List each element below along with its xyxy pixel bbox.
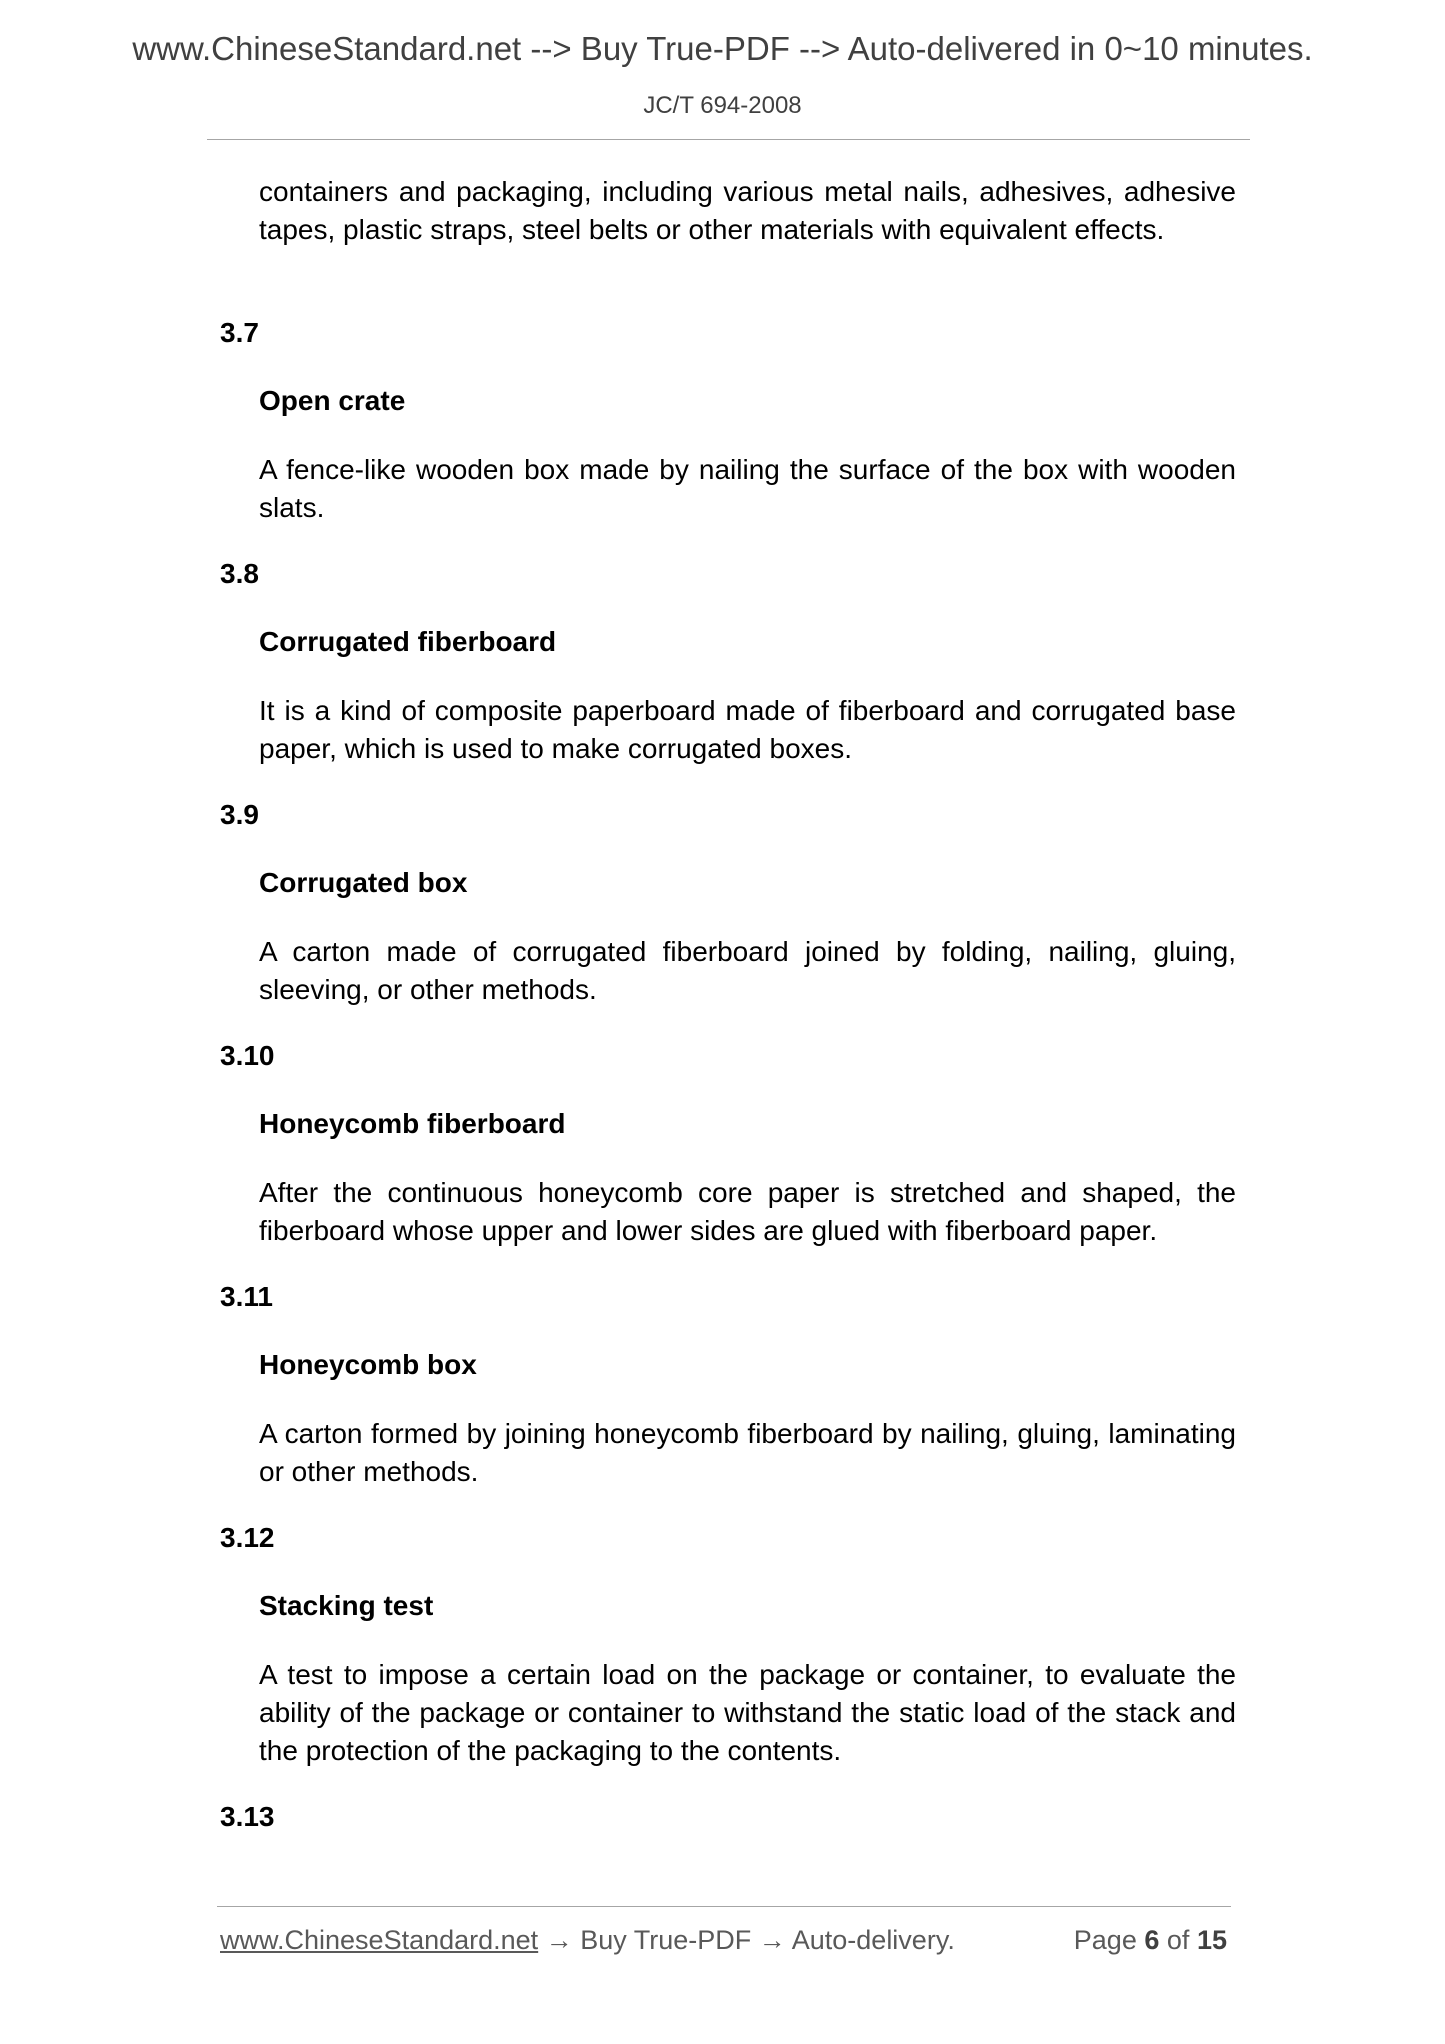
term-number-3-10: 3.10 xyxy=(220,1040,275,1071)
term-definition-honeycomb-fiberboard: After the continuous honeycomb core paper is stretched and shaped, the fiberboard whose upper and lower sides are glued with fiberboard paper. xyxy=(259,1177,1236,1246)
term-title-honeycomb-fiberboard: Honeycomb fiberboard xyxy=(259,1108,566,1139)
footer-site-link[interactable]: www.ChineseStandard.net xyxy=(220,1925,539,1955)
page-of-label: of xyxy=(1166,1925,1190,1955)
term-definition-stacking-test: A test to impose a certain load on the package or container, to evaluate the ability of the package or container to withstand the static load of the stack and the protection of the packaging to the contents. xyxy=(259,1659,1236,1766)
term-number-3-13: 3.13 xyxy=(220,1801,275,1832)
term-number-3-11: 3.11 xyxy=(220,1281,273,1312)
term-number-3-9: 3.9 xyxy=(220,799,259,830)
footer-tagline: → Buy True-PDF → Auto-delivery. xyxy=(538,1925,955,1955)
footer-divider xyxy=(217,1906,1231,1907)
page-label: Page xyxy=(1073,1925,1137,1955)
document-code: JC/T 694-2008 xyxy=(643,92,802,119)
page-total: 15 xyxy=(1196,1925,1227,1955)
term-title-stacking-test: Stacking test xyxy=(259,1590,434,1621)
term-number-3-8: 3.8 xyxy=(220,558,259,589)
page-indicator xyxy=(1074,1925,1227,1956)
term-title-corrugated-box: Corrugated box xyxy=(259,867,468,898)
footer-promo xyxy=(220,1925,955,1956)
term-definition-corrugated-box: A carton made of corrugated fiberboard joined by folding, nailing, gluing, sleeving, or other methods. xyxy=(259,936,1236,1005)
term-definition-corrugated-fiberboard: It is a kind of composite paperboard made of fiberboard and corrugated base paper, which is used to make corrugated boxes. xyxy=(259,695,1236,764)
term-title-corrugated-fiberboard: Corrugated fiberboard xyxy=(259,626,557,657)
term-number-3-7: 3.7 xyxy=(220,317,259,348)
intro-paragraph: containers and packaging, including various metal nails, adhesives, adhesive tapes, plastic straps, steel belts or other materials with equivalent effects. xyxy=(259,176,1236,245)
term-definition-honeycomb-box: A carton formed by joining honeycomb fiberboard by nailing, gluing, laminating or other methods. xyxy=(259,1418,1236,1487)
term-title-honeycomb-box: Honeycomb box xyxy=(259,1349,477,1380)
term-definition-open-crate: A fence-like wooden box made by nailing the surface of the box with wooden slats. xyxy=(259,454,1236,523)
term-number-3-12: 3.12 xyxy=(220,1522,275,1553)
site-banner: www.ChineseStandard.net --> Buy True-PDF --> Auto-delivered in 0~10 minutes. xyxy=(132,30,1313,67)
term-title-open-crate: Open crate xyxy=(259,385,406,416)
page-current: 6 xyxy=(1144,1925,1160,1955)
